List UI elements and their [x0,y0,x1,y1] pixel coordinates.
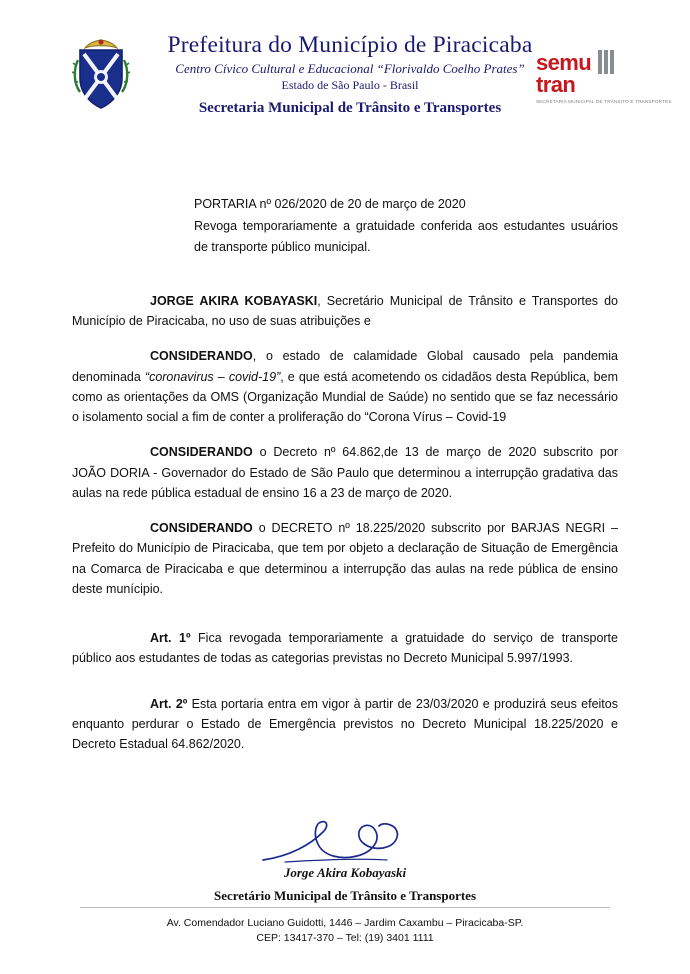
city-coat-of-arms-icon [72,38,130,110]
paragraph-artigo-1 [72,628,618,669]
paragraph-considerando-2 [72,442,618,503]
considerando-2-text: o Decreto nº 64.862,de 13 de março de 2020 subscrito por JOÃO DORIA - Governador do Estado de São Paulo que determinou a interrupção gradativa das aulas na rede pública estadual de ensino 16 a 23 de março de 2020. [72,445,618,500]
footer-divider [80,907,610,908]
signatory-name: Jorge Akira Kobayaski [283,865,407,881]
considerando-1-lead: CONSIDERANDO [150,349,253,364]
considerando-2-lead: CONSIDERANDO [150,445,253,460]
signatory-role: Secretário Municipal de Trânsito e Transportes [213,888,477,904]
paragraph-artigo-2 [72,694,618,755]
organization-subtitle-1: Centro Cívico Cultural e Educacional “Florivaldo Coelho Prates” [175,61,525,76]
organization-subtitle-2: Estado de São Paulo - Brasil [281,78,419,92]
footer-address: Av. Comendador Luciano Guidotti, 1446 – Jardim Caxambu – Piracicaba-SP. [166,916,524,929]
artigo-2-text: Esta portaria entra em vigor à partir de 23/03/2020 e produzirá seus efeitos enquanto perdurar o Estado de Emergência previstos no Decreto Municipal 18.225/2020 e Decreto Estadual 64.862/2020. [72,696,618,751]
semuttran-logo [536,50,672,104]
signature-block [72,816,618,906]
paragraph-considerando-1 [72,346,618,427]
portaria-heading [72,194,618,257]
logo-wordmark [536,50,656,96]
portaria-number-line: PORTARIA nº 026/2020 de 20 de março de 2020 [194,197,466,211]
document-footer [0,907,690,946]
department-name: Secretaria Municipal de Trânsito e Transportes [198,100,502,116]
logo-tagline: SECRETARIA MUNICIPAL DE TRÂNSITO E TRANSPORTES [536,99,672,104]
paragraph-considerando-3 [72,518,618,599]
document-header [0,0,690,154]
artigo-1-lead: Art. 1º [150,631,191,645]
considerando-1-italic: “coronavirus – covid-19” [144,369,281,384]
logo-text-semu: semu [536,50,592,75]
logo-text-tran: tran [536,72,576,97]
artigo-2-lead: Art. 2º [150,696,188,711]
artigo-1-text: Fica revogada temporariamente a gratuidade do serviço de transporte público aos estudantes de todas as categorias previstas no Decreto Municipal 5.997/1993. [72,631,618,666]
authority-name: JORGE AKIRA KOBAYASKI [150,293,318,308]
organization-title: Prefeitura do Município de Piracicaba [167,32,533,58]
authority-text: , Secretário Municipal de Trânsito e Transportes do Município de Piracicaba, no uso de suas atribuições e [72,293,618,328]
three-vertical-bars-icon [598,50,615,74]
handwritten-signature-icon [245,816,445,868]
portaria-summary: Revoga temporariamente a gratuidade conferida aos estudantes usuários de transporte público municipal. [194,219,618,254]
considerando-3-lead: CONSIDERANDO [150,521,253,535]
footer-contact: CEP: 13417-370 – Tel: (19) 3401 1111 [256,931,434,944]
considerando-3-text: o DECRETO nº 18.225/2020 subscrito por BARJAS NEGRI – Prefeito do Município de Piracicaba, que tem por objeto a declaração de Situação de Emergência na Comarca de Piracicaba e que determinou a interrupção das aulas na rede pública de ensino deste munícipio. [72,521,618,596]
document-body [0,154,690,906]
paragraph-authority [72,291,618,332]
considerando-1-text: , o estado de calamidade Global causado pela pandemia denominada “coronavirus – covid-19”, e que está acometendo os cidadãos desta República, bem como as orientações da OMS (Organização Mundial de Saúde) no sentido que se faz necessário o isolamento social a fim de conter a proliferação do “Corona Vírus – Covid-19 [72,349,618,424]
